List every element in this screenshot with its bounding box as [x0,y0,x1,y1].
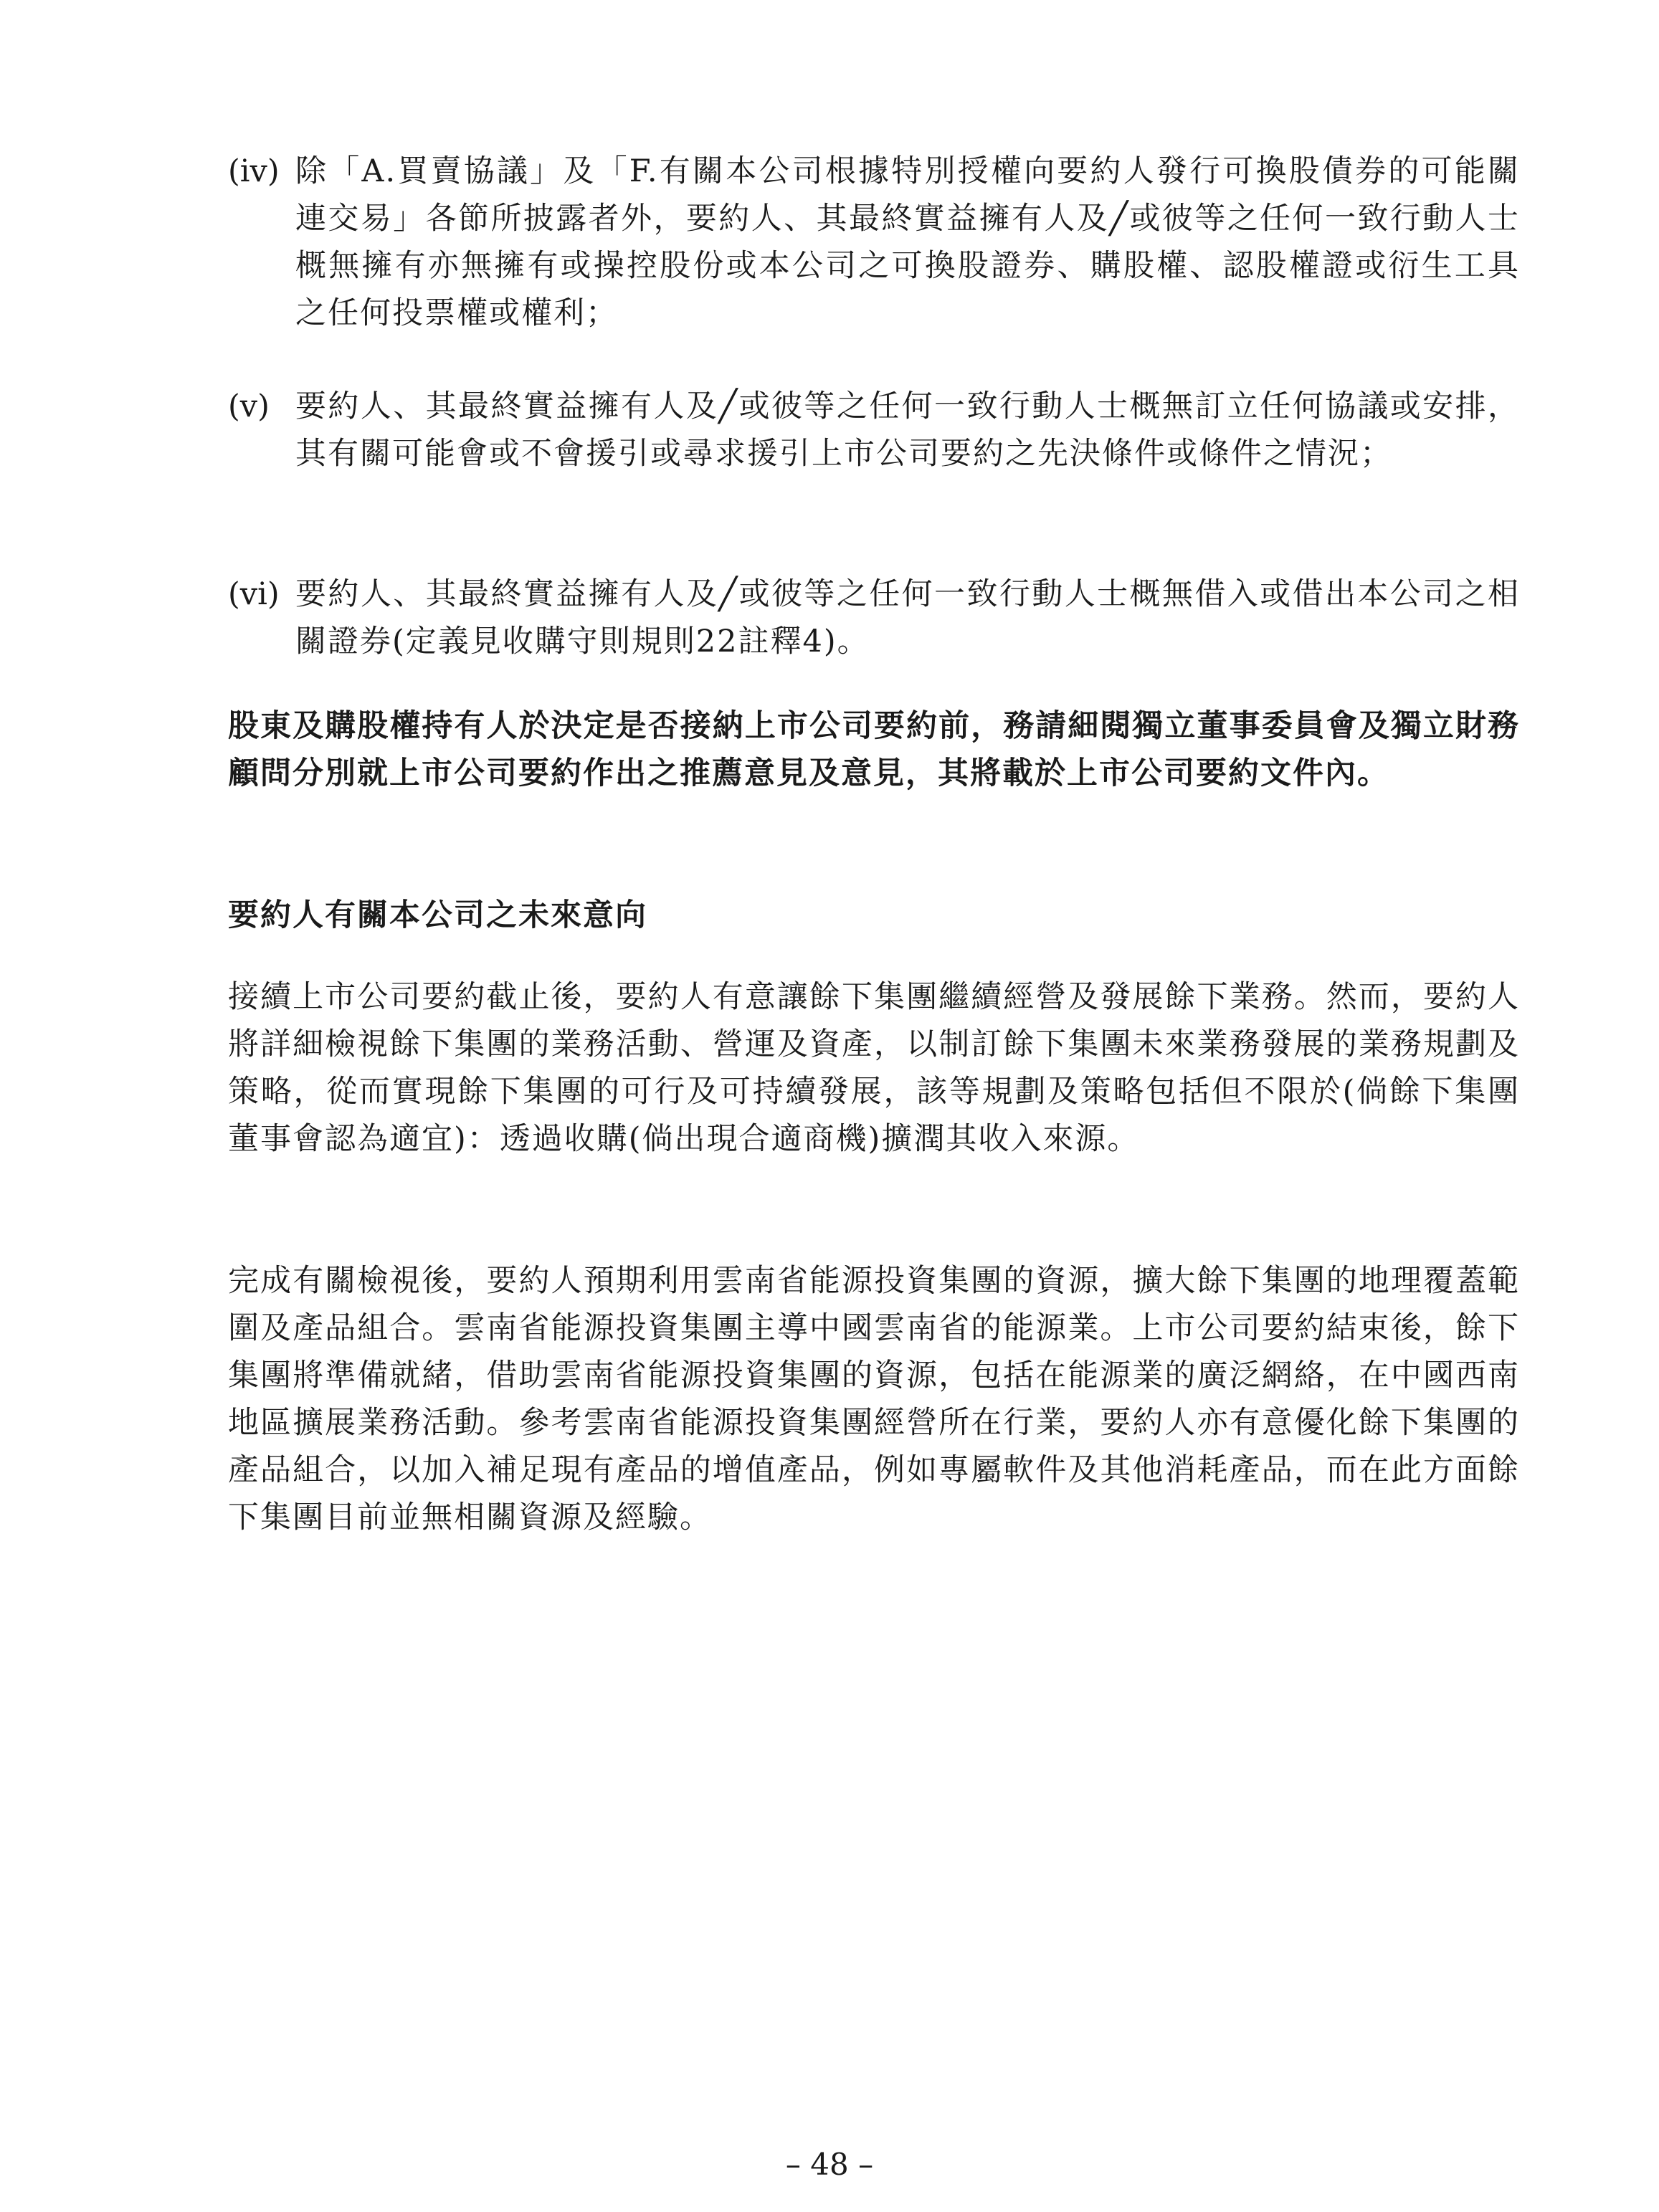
shareholder-notice: 股東及購股權持有人於決定是否接納上市公司要約前，務請細閱獨立董事委員會及獨立財務顧問分別就上市公司要約作出之推薦意見及意見，其將載於上市公司要約文件內。 [228,708,1520,791]
section-heading: 要約人有關本公司之未來意向 [228,897,647,933]
list-item-label: (iv) [228,153,280,189]
list-item-text: 除「A.買賣協議」及「F.有關本公司根據特別授權向要約人發行可換股債券的可能關連交易」各節所披露者外，要約人、其最終實益擁有人及╱或彼等之任何一致行動人士概無擁有亦無擁有或操控股份或本公司之可換股證券、購股權、認股權證或衍生工具之任何投票權或權利； [295,153,1520,331]
paragraph-review-outcome: 完成有關檢視後，要約人預期利用雲南省能源投資集團的資源，擴大餘下集團的地理覆蓋範圍及產品組合。雲南省能源投資集團主導中國雲南省的能源業。上市公司要約結束後，餘下集團將準備就緒，借助雲南省能源投資集團的資源，包括在能源業的廣泛網絡，在中國西南地區擴展業務活動。參考雲南省能源投資集團經營所在行業，要約人亦有意優化餘下集團的產品組合，以加入補足現有產品的增值產品，例如專屬軟件及其他消耗產品，而在此方面餘下集團目前並無相關資源及經驗。 [228,1263,1520,1535]
page-number: – 48 – [785,2147,874,2182]
list-item-text: 要約人、其最終實益擁有人及╱或彼等之任何一致行動人士概無訂立任何協議或安排，其有關可能會或不會援引或尋求援引上市公司要約之先決條件或條件之情況； [295,388,1520,472]
list-item-vi [228,571,1520,665]
paragraph-future-intentions: 接續上市公司要約截止後，要約人有意讓餘下集團繼續經營及發展餘下業務。然而，要約人將詳細檢視餘下集團的業務活動、營運及資產，以制訂餘下集團未來業務發展的業務規劃及策略，從而實現餘下集團的可行及可持續發展，該等規劃及策略包括但不限於(倘餘下集團董事會認為適宜)：透過收購(倘出現合適商機)擴潤其收入來源。 [228,979,1520,1157]
list-item-label: (v) [228,388,270,424]
list-item-iv [228,148,1520,337]
list-item-label: (vi) [228,576,280,612]
list-item-v [228,383,1520,477]
list-item-text: 要約人、其最終實益擁有人及╱或彼等之任何一致行動人士概無借入或借出本公司之相關證券(定義見收購守則規則22註釋4)。 [295,576,1520,659]
